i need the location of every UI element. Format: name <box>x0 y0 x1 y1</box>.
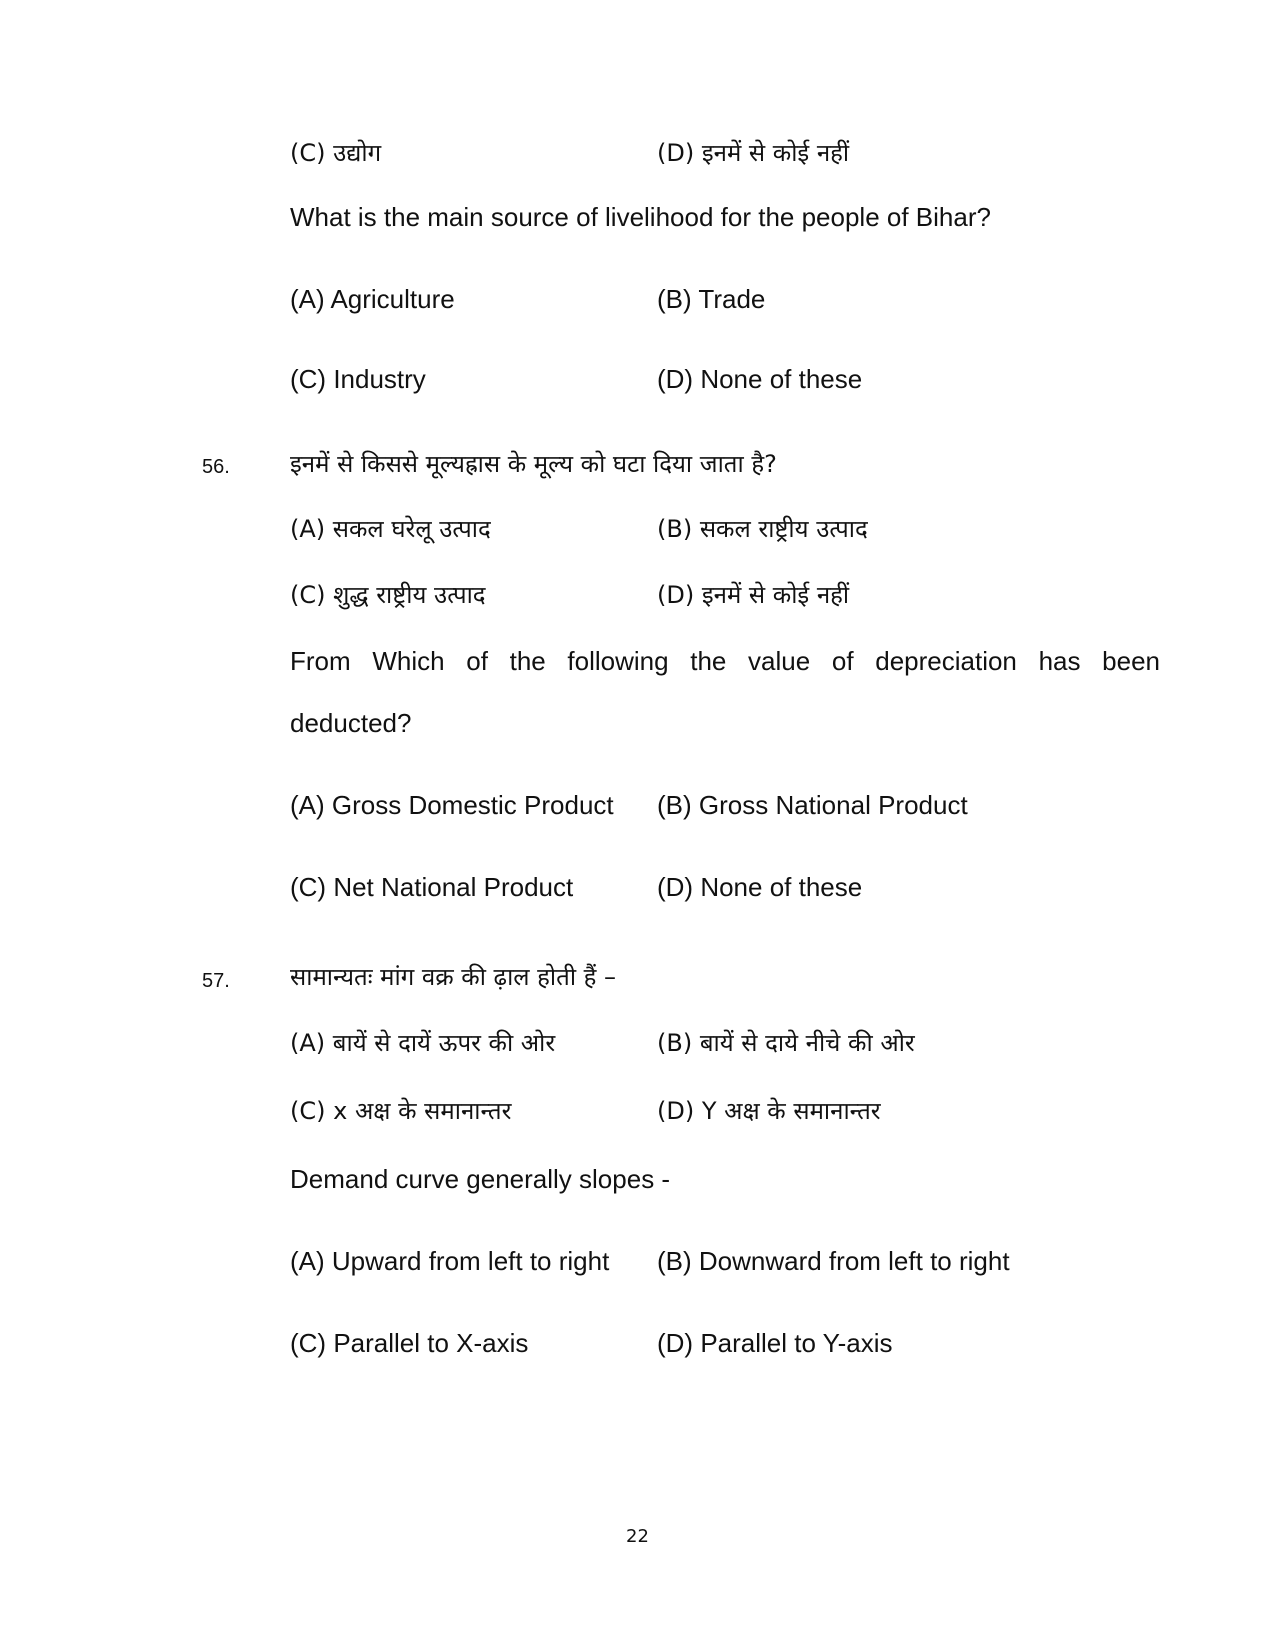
q56-english-question-line1: From Which of the following the value of depreciation has been <box>290 646 1160 676</box>
q57-english-option-b: (B) Downward from left to right <box>657 1246 1010 1276</box>
q56-hindi-option-c: (C) शुद्ध राष्ट्रीय उत्पाद <box>290 581 486 609</box>
q56-english-option-c: (C) Net National Product <box>290 872 574 902</box>
q56-hindi-option-b: (B) सकल राष्ट्रीय उत्पाद <box>657 515 868 543</box>
q56-english-option-a: (A) Gross Domestic Product <box>290 790 614 820</box>
q55-english-option-c: (C) Industry <box>290 364 426 394</box>
q57-hindi-question: सामान्यतः मांग वक्र की ढ़ाल होती हैं – <box>290 963 617 991</box>
q57-number: 57. <box>202 970 230 992</box>
q56-english-question-line2: deducted? <box>290 708 412 738</box>
q57-hindi-option-c: (C) x अक्ष के समानान्तर <box>290 1097 512 1125</box>
q55-hindi-option-c: (C) उद्योग <box>290 139 382 167</box>
q56-english-option-b: (B) Gross National Product <box>657 790 968 820</box>
q56-hindi-option-a: (A) सकल घरेलू उत्पाद <box>290 515 491 543</box>
q55-english-option-d: (D) None of these <box>657 364 863 394</box>
q57-hindi-option-a: (A) बायें से दायें ऊपर की ओर <box>290 1029 556 1057</box>
q56-english-option-d: (D) None of these <box>657 872 863 902</box>
q57-english-question: Demand curve generally slopes - <box>290 1164 671 1194</box>
q57-hindi-option-d: (D) Y अक्ष के समानान्तर <box>657 1097 881 1125</box>
q57-hindi-option-b: (B) बायें से दाये नीचे की ओर <box>657 1029 915 1057</box>
q55-english-question: What is the main source of livelihood for the people of Bihar? <box>290 202 991 232</box>
q57-english-option-a: (A) Upward from left to right <box>290 1246 610 1276</box>
q55-hindi-option-d: (D) इनमें से कोई नहीं <box>657 139 850 167</box>
q56-hindi-option-d: (D) इनमें से कोई नहीं <box>657 581 850 609</box>
q57-english-option-c: (C) Parallel to X-axis <box>290 1328 529 1358</box>
q55-english-option-b: (B) Trade <box>657 284 766 314</box>
q55-english-option-a: (A) Agriculture <box>290 284 455 314</box>
q56-number: 56. <box>202 456 230 478</box>
q57-english-option-d: (D) Parallel to Y-axis <box>657 1328 893 1358</box>
page-number: 22 <box>626 1526 649 1547</box>
q56-hindi-question: इनमें से किससे मूल्यह्रास के मूल्य को घटा दिया जाता है? <box>290 450 777 478</box>
